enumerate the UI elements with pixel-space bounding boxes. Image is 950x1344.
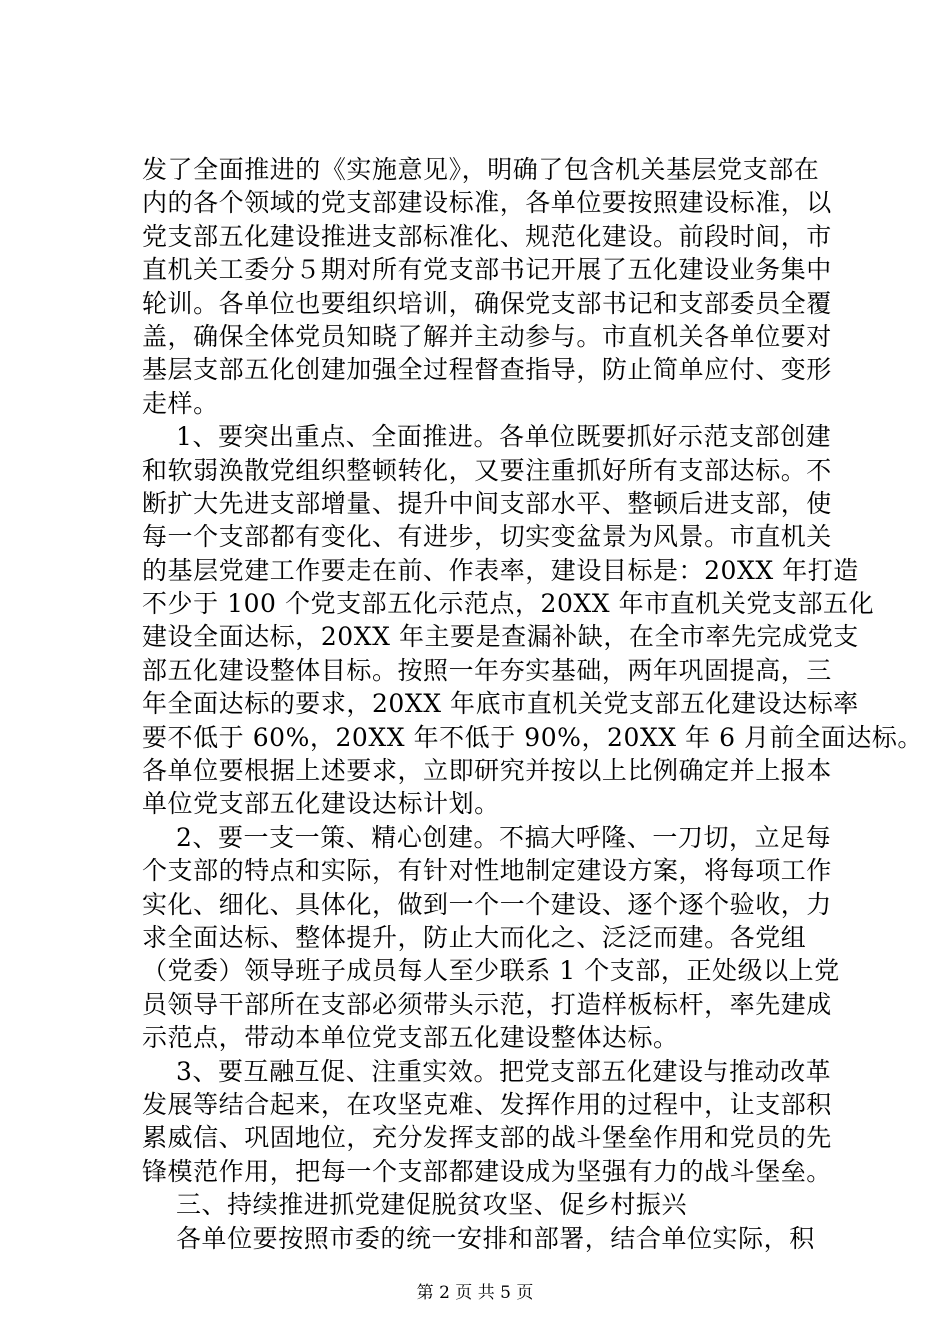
text-line: 走样。 [142, 388, 219, 418]
text-line: 各单位要根据上述要求，立即研究并按以上比例确定并上报本 [142, 756, 832, 786]
text-line: 建设全面达标，20XX 年主要是查漏补缺，在全市率先完成党支 [142, 622, 859, 652]
text-line: 累威信、巩固地位，充分发挥支部的战斗堡垒作用和党员的先 [142, 1123, 832, 1153]
text-line: 示范点，带动本单位党支部五化建设整体达标。 [142, 1023, 679, 1053]
text-line: 锋模范作用，把每一个支部都建设成为坚强有力的战斗堡垒。 [142, 1156, 832, 1186]
text-line: 的基层党建工作要走在前、作表率，建设目标是：20XX 年打造 [142, 555, 859, 585]
text-line: 和软弱涣散党组织整顿转化，又要注重抓好所有支部达标。不 [142, 455, 832, 485]
paragraph-start-line: 1、要突出重点、全面推进。各单位既要抓好示范支部创建 [176, 422, 832, 452]
text-line: 部五化建设整体目标。按照一年夯实基础，两年巩固提高，三 [142, 655, 832, 685]
paragraph-start-line: 2、要一支一策、精心创建。不搞大呼隆、一刀切，立足每 [176, 822, 832, 852]
text-line: 个支部的特点和实际，有针对性地制定建设方案，将每项工作 [142, 856, 832, 886]
text-line: 基层支部五化创建加强全过程督查指导，防止简单应付、变形 [142, 355, 832, 385]
text-line: 年全面达标的要求，20XX 年底市直机关党支部五化建设达标率 [142, 689, 859, 719]
paragraph-start-line: 3、要互融互促、注重实效。把党支部五化建设与推动改革 [176, 1056, 832, 1086]
text-line: 断扩大先进支部增量、提升中间支部水平、整顿后进支部，使 [142, 488, 832, 518]
text-line: 直机关工委分５期对所有党支部书记开展了五化建设业务集中 [142, 255, 832, 285]
text-line: 发了全面推进的《实施意见》，明确了包含机关基层党支部在 [142, 155, 820, 184]
text-line: 求全面达标、整体提升，防止大而化之、泛泛而建。各党组 [142, 922, 807, 952]
text-line: 党支部五化建设推进支部标准化、规范化建设。前段时间，市 [142, 221, 832, 251]
text-line: 员领导干部所在支部必须带头示范，打造样板标杆，率先建成 [142, 989, 832, 1019]
text-line: 实化、细化、具体化，做到一个一个建设、逐个逐个验收，力 [142, 889, 832, 919]
text-line: 单位党支部五化建设达标计划。 [142, 789, 500, 819]
text-line: 要不低于 60%，20XX 年不低于 90%，20XX 年 6 月前全面达标。 [142, 722, 923, 752]
paragraph-start-line: 各单位要按照市委的统一安排和部署，结合单位实际，积 [176, 1223, 815, 1253]
text-line: （党委）领导班子成员每人至少联系 1 个支部，正处级以上党 [142, 956, 840, 986]
text-line: 盖，确保全体党员知晓了解并主动参与。市直机关各单位要对 [142, 321, 832, 351]
body-text [142, 153, 923, 1255]
text-line: 发展等结合起来，在攻坚克难、发挥作用的过程中，让支部积 [142, 1089, 832, 1119]
text-line: 每一个支部都有变化、有进步，切实变盆景为风景。市直机关 [142, 522, 832, 552]
text-line: 内的各个领域的党支部建设标准，各单位要按照建设标准，以 [142, 188, 832, 218]
text-line: 轮训。各单位也要组织培训，确保党支部书记和支部委员全覆 [142, 288, 832, 318]
section-heading: 三、持续推进抓党建促脱贫攻坚、促乡村振兴 [176, 1190, 688, 1220]
text-line: 不少于 100 个党支部五化示范点，20XX 年市直机关党支部五化 [142, 589, 875, 619]
page-number-footer: 第 2 页 共 5 页 [416, 1283, 534, 1303]
